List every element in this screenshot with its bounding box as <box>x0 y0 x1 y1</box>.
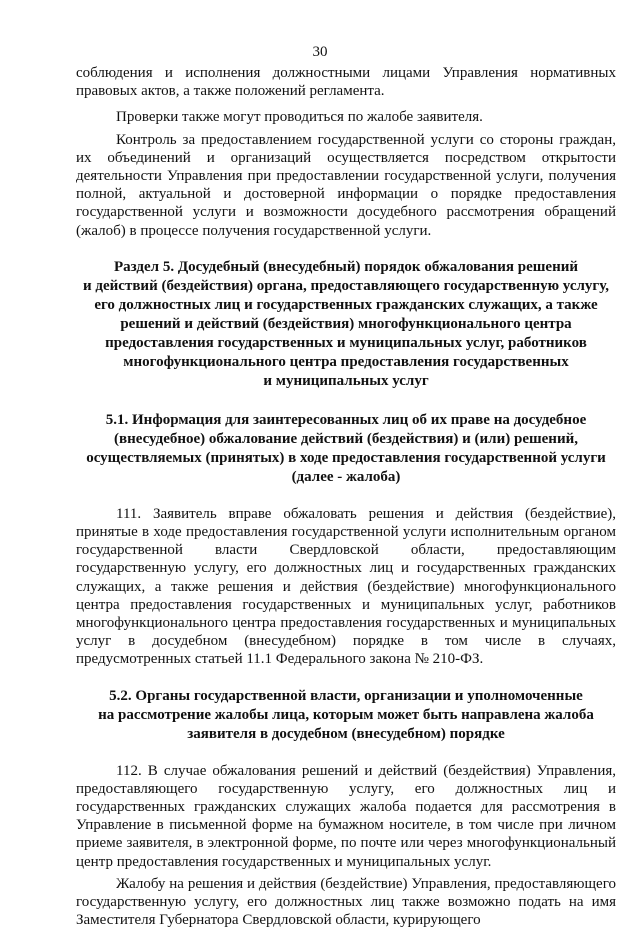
heading-line: и действий (бездействия) органа, предоставляющего государственную услугу, <box>83 277 609 294</box>
heading-line: 5.2. Органы государственной власти, организации и уполномоченные <box>109 687 583 704</box>
heading-line: на рассмотрение жалобы лица, которым может быть направлена жалоба <box>98 706 594 723</box>
subsection-5-2-heading <box>76 687 616 744</box>
paragraph-complaint: Жалобу на решения и действия (бездействие) Управления, предоставляющего государственную услугу, его должностных лиц также возможно подать на имя Заместителя Губернатора Свердловской области, курирующего <box>76 875 616 929</box>
paragraph-111: 111. Заявитель вправе обжаловать решения и действия (бездействие), принятые в ходе предоставления государственной услуги исполнительным органом государственной власти Свердловской области, предоставляющим государственную услугу, его должностных лиц и государственных гражданских служащих, а также решения и действия (бездействие) многофункционального центра предоставления государственных и муниципальных услуг, работников многофункционального центра предоставления государственных и муниципальных услуг в досудебном (внесудебном) порядке в том числе в случаях, предусмотренных статьей 11.1 Федерального закона № 210-ФЗ. <box>76 505 616 668</box>
heading-line: 5.1. Информация для заинтересованных лиц об их праве на досудебное <box>105 411 587 428</box>
paragraph-continuation: соблюдения и исполнения должностными лицами Управления нормативных правовых актов, а также положений регламента. <box>76 65 616 100</box>
paragraph-112: 112. В случае обжалования решений и действий (бездействия) Управления, предоставляющего государственную услугу, его должностных лиц и государственных гражданских служащих жалоба подается для рассмотрения в Управление в письменной форме на бумажном носителе, в том числе при личном приеме заявителя, в электронной форме, по почте или через многофункциональный центр предоставления государственных и муниципальных услуг. <box>76 762 616 870</box>
heading-line: и муниципальных услуг <box>263 372 429 389</box>
page-content <box>76 64 616 929</box>
heading-line: Раздел 5. Досудебный (внесудебный) порядок обжалования решений <box>114 258 578 275</box>
heading-line: предоставления государственных и муниципальных услуг, работников <box>105 334 587 351</box>
page-number: 30 <box>312 44 328 60</box>
heading-line: осуществляемых (принятых) в ходе предоставления государственной услуги <box>86 449 606 466</box>
subsection-5-1-heading <box>76 411 616 487</box>
heading-line: заявителя в досудебном (внесудебном) порядке <box>187 725 505 742</box>
heading-line: (далее - жалоба) <box>291 468 401 485</box>
paragraph-inspections: Проверки также могут проводиться по жалобе заявителя. <box>116 109 483 126</box>
heading-line: (внесудебное) обжалование действий (бездействия) и (или) решений, <box>114 430 578 447</box>
section-5-heading <box>76 258 616 391</box>
heading-line: многофункционального центра предоставления государственных <box>123 353 569 370</box>
heading-line: его должностных лиц и государственных гражданских служащих, а также <box>94 296 598 313</box>
heading-line: решений и действий (бездействия) многофункционального центра <box>120 315 572 332</box>
paragraph-control: Контроль за предоставлением государственной услуги со стороны граждан, их объединений и организаций осуществляется посредством открытости деятельности Управления при предоставлении государственной услуги, получения полной, актуальной и достоверной информации о порядке предоставления государственной услуги и возможности досудебного рассмотрения обращений (жалоб) в процессе получения государственной услуги. <box>76 131 616 239</box>
